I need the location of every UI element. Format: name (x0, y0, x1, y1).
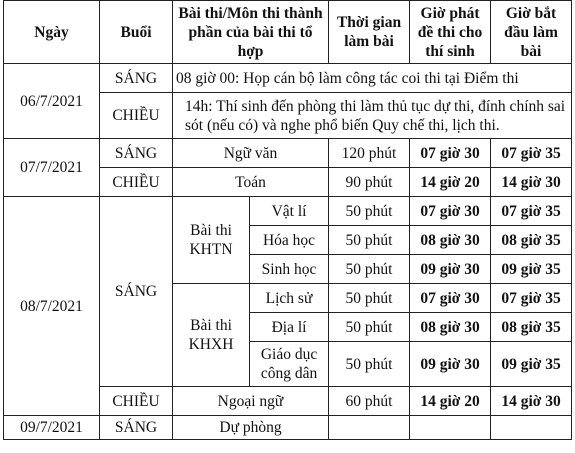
handout-cell: 07 giờ 30 (410, 284, 491, 313)
subject-cell: Sinh học (250, 255, 329, 284)
subject-cell: Địa lí (250, 313, 329, 342)
session-cell: SÁNG (100, 416, 173, 440)
subject-cell: Dự phòng (173, 416, 329, 440)
table-row (4, 197, 572, 226)
date-cell: 07/7/2021 (4, 139, 100, 197)
duration-cell: 60 phút (329, 387, 410, 416)
group-cell-khtn: Bài thi KHTN (173, 197, 250, 284)
header-duration: Thời gian làm bài (329, 1, 410, 64)
table-row (4, 416, 572, 440)
header-date: Ngày (4, 1, 100, 64)
subject-cell: Ngữ văn (173, 139, 329, 168)
start-cell: 08 giờ 35 (491, 226, 572, 255)
duration-cell: 50 phút (329, 226, 410, 255)
start-cell: 14 giờ 30 (491, 168, 572, 197)
duration-cell: 50 phút (329, 255, 410, 284)
handout-cell: 08 giờ 30 (410, 313, 491, 342)
header-start: Giờ bắt đầu làm bài (491, 1, 572, 64)
date-cell: 09/7/2021 (4, 416, 100, 440)
start-cell: 07 giờ 35 (491, 197, 572, 226)
date-cell: 06/7/2021 (4, 64, 100, 139)
header-session: Buổi (100, 1, 173, 64)
duration-cell: 50 phút (329, 197, 410, 226)
start-cell: 14 giờ 30 (491, 387, 572, 416)
subject-cell: Giáo dục công dân (250, 342, 329, 387)
header-row (4, 1, 572, 64)
date-cell: 08/7/2021 (4, 197, 100, 416)
handout-cell: 14 giờ 20 (410, 387, 491, 416)
duration-cell: 50 phút (329, 342, 410, 387)
session-cell: SÁNG (100, 139, 173, 168)
start-cell: 08 giờ 35 (491, 313, 572, 342)
handout-cell: 14 giờ 20 (410, 168, 491, 197)
start-cell: 07 giờ 35 (491, 139, 572, 168)
duration-cell: 50 phút (329, 284, 410, 313)
session-cell: SÁNG (100, 64, 173, 93)
subject-cell: Ngoại ngữ (173, 387, 329, 416)
session-cell: SÁNG (100, 197, 173, 387)
handout-cell: 07 giờ 30 (410, 139, 491, 168)
table-row (4, 64, 572, 93)
handout-cell: 09 giờ 30 (410, 342, 491, 387)
duration-cell: 50 phút (329, 313, 410, 342)
start-cell: 09 giờ 35 (491, 255, 572, 284)
session-cell: CHIỀU (100, 93, 173, 139)
handout-cell: 07 giờ 30 (410, 197, 491, 226)
start-cell: 07 giờ 35 (491, 284, 572, 313)
table-row (4, 139, 572, 168)
header-subject: Bài thi/Môn thi thành phần của bài thi tổ hợp (173, 1, 329, 64)
subject-cell: Hóa học (250, 226, 329, 255)
duration-cell (329, 416, 410, 440)
note-cell: 14h: Thí sinh đến phòng thi làm thủ tục dự thi, đính chính sai sót (nếu có) và nghe phổ biến Quy chế thi, lịch thi. (173, 93, 572, 139)
start-cell (491, 416, 572, 440)
handout-cell: 08 giờ 30 (410, 226, 491, 255)
duration-cell: 120 phút (329, 139, 410, 168)
header-handout: Giờ phát đề thi cho thí sinh (410, 1, 491, 64)
duration-cell: 90 phút (329, 168, 410, 197)
handout-cell (410, 416, 491, 440)
subject-cell: Vật lí (250, 197, 329, 226)
handout-cell: 09 giờ 30 (410, 255, 491, 284)
session-cell: CHIỀU (100, 168, 173, 197)
group-cell-khxh: Bài thi KHXH (173, 284, 250, 387)
session-cell: CHIỀU (100, 387, 173, 416)
start-cell: 09 giờ 35 (491, 342, 572, 387)
exam-schedule-table (3, 0, 572, 440)
subject-cell: Toán (173, 168, 329, 197)
subject-cell: Lịch sử (250, 284, 329, 313)
note-cell: 08 giờ 00: Họp cán bộ làm công tác coi thi tại Điểm thi (173, 64, 572, 93)
